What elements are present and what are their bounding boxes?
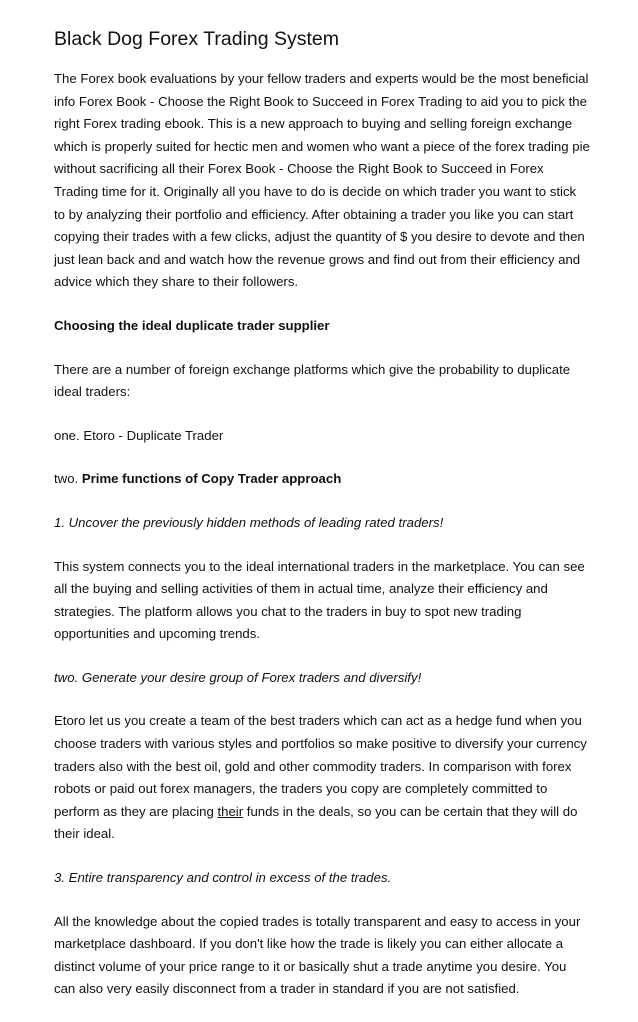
platforms-intro-paragraph: There are a number of foreign exchange platforms which give the probability to duplicate ideal traders: bbox=[54, 361, 571, 400]
subsection-3-title: 3. Entire transparency and control in excess of the trades. bbox=[54, 870, 392, 886]
subsection-2-title: two. Generate your desire group of Forex traders and diversify! bbox=[54, 669, 422, 685]
subsection-1-title: 1. Uncover the previously hidden methods of leading rated traders! bbox=[54, 514, 444, 530]
section-heading: Choosing the ideal duplicate trader supplier bbox=[54, 317, 330, 333]
subsection-3-body: All the knowledge about the copied trades is totally transparent and easy to access in your marketplace dashboard. If you don't like how the trade is likely you can either allocate a distinct volume of your price range to it or basically shut a trade anytime you desire. You can also very easily disconnect from a trader in standard if you are not satisfied. bbox=[54, 913, 581, 997]
their-link[interactable]: their bbox=[217, 803, 244, 819]
subsection-2-body-text-end: funds in the deals, so you can be certain that they will do their ideal. bbox=[54, 803, 578, 842]
intro-paragraph: The Forex book evaluations by your fellow traders and experts would be the most beneficial info Forex Book - Choose the Right Book to Succeed in Forex Trading to aid you to pick the right Forex trading ebook. This is a new approach to buying and selling foreign exchange which is properly suited for hectic men and women who want a piece of the forex trading pie without sacrificing all their Forex Book - Choose the Right Book to Succeed in Forex Trading time for it. Originally all you have to do is decide on which trader you want to stick to by analyzing their portfolio and efficiency. After obtaining a trader you like you can start copying their trades with a few clicks, adjust the quantity of $ you desire to devote and then just lean back and and watch how the revenue grows and find out from their efficiency and advice which they share to their followers. bbox=[54, 71, 590, 290]
document-page bbox=[54, 26, 590, 1022]
list-item-two-prefix: two. bbox=[54, 471, 82, 487]
list-item-one: one. Etoro - Duplicate Trader bbox=[54, 427, 224, 443]
list-item-two-bold: Prime functions of Copy Trader approach bbox=[81, 471, 342, 487]
subsection-2-body-text: Etoro let us you create a team of the best traders which can act as a hedge fund when you choose traders with various styles and portfolios so make positive to diversify your currency traders also with the best oil, gold and other commodity traders. In comparison with forex robots or paid out forex managers, the traders you copy are completely committed to perform as they are placing bbox=[54, 713, 587, 819]
document-title: Black Dog Forex Trading System bbox=[54, 28, 340, 50]
list-item-two bbox=[54, 468, 590, 491]
subsection-2-body bbox=[54, 710, 590, 846]
subsection-1-body: This system connects you to the ideal international traders in the marketplace. You can see all the buying and selling activities of them in actual time, analyze their efficiency and strategies. The platform allows you chat to the traders in buy to spot new trading opportunities and upcoming trends. bbox=[54, 558, 585, 642]
